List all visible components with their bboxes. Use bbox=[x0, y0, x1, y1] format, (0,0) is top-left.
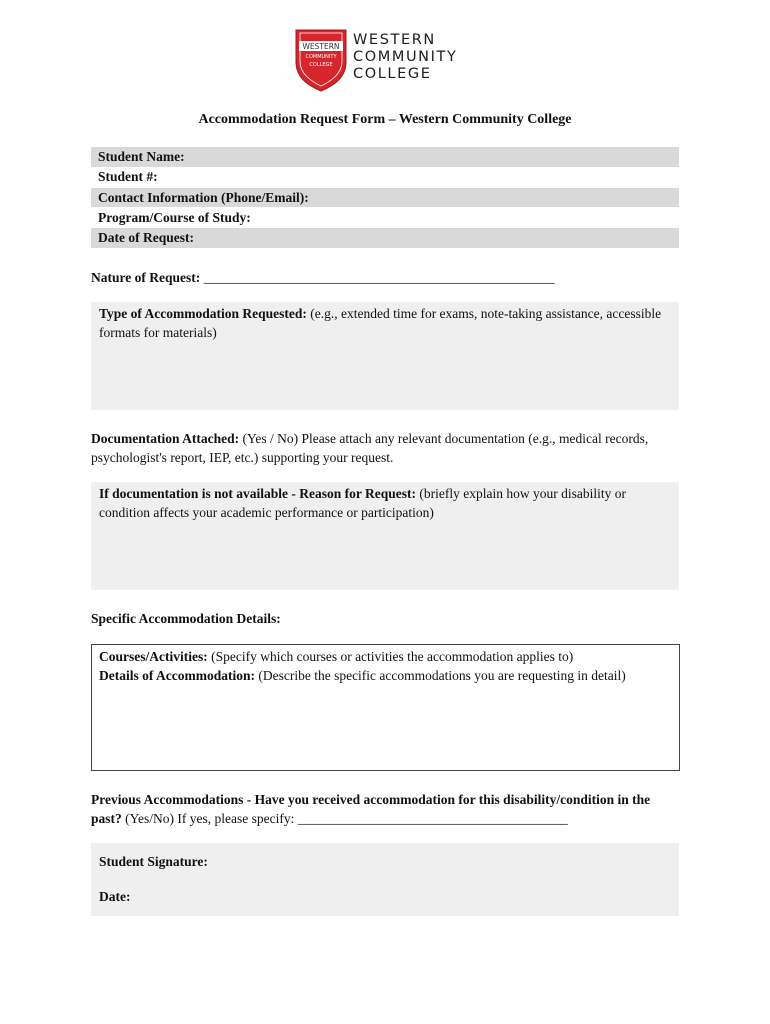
specific-details-box[interactable] bbox=[91, 644, 680, 771]
logo-line-3: COLLEGE bbox=[353, 66, 432, 82]
previous-accommodations[interactable] bbox=[91, 790, 683, 828]
details-hint: (Describe the specific accommodations you are requesting in detail) bbox=[254, 668, 626, 683]
documentation-attached bbox=[91, 429, 681, 467]
type-hint: (e.g., extended time for exams, note-taking assistance, accessible formats for materials) bbox=[99, 306, 662, 340]
logo-line-1: WESTERN bbox=[353, 32, 436, 48]
documentation-label: Documentation Attached: bbox=[91, 431, 240, 446]
date-of-request-field[interactable]: Date of Request: bbox=[91, 228, 679, 248]
no-doc-label: If documentation is not available - Reason for Request: bbox=[99, 486, 416, 501]
no-doc-hint: (briefly explain how your disability or condition affects your academic performance or participation) bbox=[99, 486, 626, 520]
details-label: Details of Accommodation: bbox=[99, 668, 255, 683]
courses-line bbox=[99, 647, 672, 666]
type-label: Type of Accommodation Requested: bbox=[99, 306, 307, 321]
nature-line: ____________________________________________________ bbox=[203, 270, 555, 285]
logo-line-2: COMMUNITY bbox=[353, 49, 458, 65]
previous-label: Previous Accommodations - Have you received accommodation for this disability/condition in the past? bbox=[91, 792, 651, 826]
specific-accommodation-heading: Specific Accommodation Details: bbox=[91, 611, 281, 626]
nature-of-request[interactable] bbox=[91, 268, 681, 287]
college-logo bbox=[293, 28, 483, 94]
shield-logo-icon bbox=[293, 28, 349, 92]
signature-label: Student Signature: bbox=[99, 854, 208, 869]
form-title: Accommodation Request Form – Western Community College bbox=[198, 112, 572, 127]
no-documentation-reason-box[interactable] bbox=[91, 482, 679, 590]
date-label: Date: bbox=[99, 889, 131, 904]
signature-box[interactable] bbox=[91, 843, 679, 916]
logo-wordmark bbox=[353, 32, 457, 83]
student-name-field[interactable]: Student Name: bbox=[91, 147, 679, 167]
courses-hint: (Specify which courses or activities the accommodation applies to) bbox=[207, 649, 574, 664]
documentation-text: (Yes / No) Please attach any relevant documentation (e.g., medical records, psychologist's report, IEP, etc.) supporting your request. bbox=[91, 431, 649, 465]
shield-bottom-text: COLLEGE bbox=[309, 62, 333, 68]
program-field[interactable]: Program/Course of Study: bbox=[98, 209, 251, 225]
shield-mid-text: COMMUNITY bbox=[305, 54, 337, 60]
contact-info-field[interactable]: Contact Information (Phone/Email): bbox=[91, 188, 679, 208]
student-info-table bbox=[91, 147, 679, 248]
student-number-field[interactable]: Student #: bbox=[98, 169, 158, 185]
previous-text: (Yes/No) If yes, please specify: ________________________________________ bbox=[121, 811, 568, 826]
shield-top-text: WESTERN bbox=[302, 42, 340, 51]
details-line bbox=[99, 666, 672, 685]
type-of-accommodation-box[interactable] bbox=[91, 302, 679, 410]
nature-label: Nature of Request: bbox=[91, 270, 201, 285]
courses-label: Courses/Activities: bbox=[99, 649, 208, 664]
